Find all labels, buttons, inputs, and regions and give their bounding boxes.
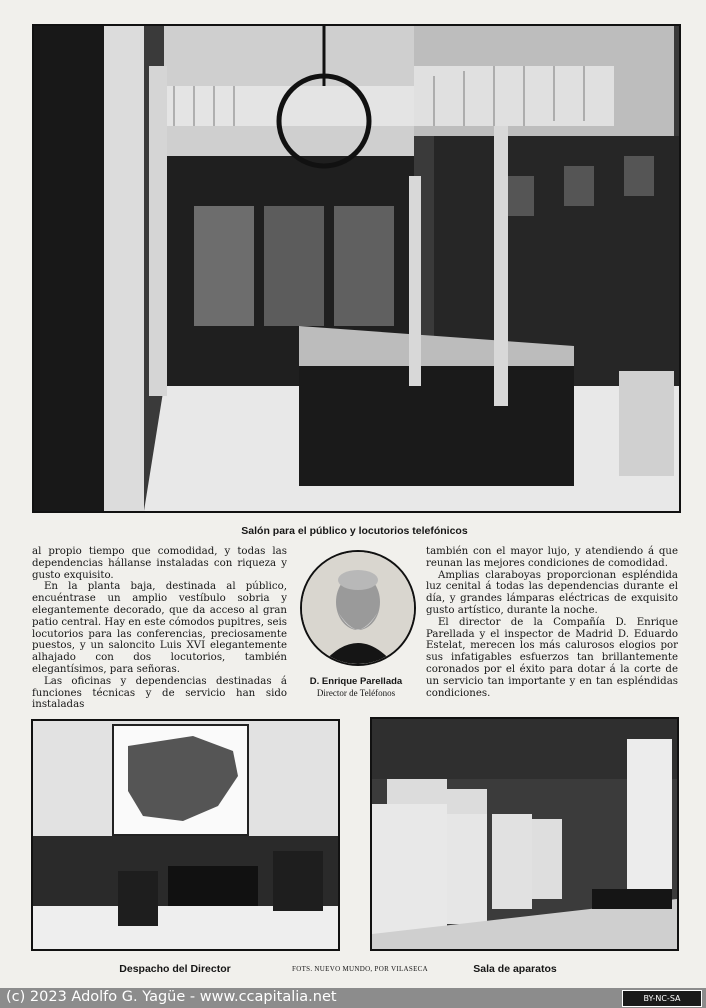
photo-credit: FOTS. NUEVO MUNDO, POR VILASECA — [292, 965, 428, 973]
despacho-illustration — [33, 721, 338, 949]
article-column-right — [426, 546, 678, 699]
sala-aparatos-illustration — [372, 719, 677, 949]
copyright-text: (c) 2023 Adolfo G. Yagüe - www.ccapitalia.net — [6, 989, 337, 1005]
bottom-right-photo-sala-aparatos — [370, 717, 679, 951]
top-photo-salon — [32, 24, 681, 513]
portrait-name: D. Enrique Parellada — [309, 676, 403, 687]
salon-illustration — [34, 26, 679, 511]
portrait-enrique-parellada — [300, 550, 416, 666]
top-photo-caption: Salón para el público y locutorios telefónicos — [241, 525, 468, 537]
article-column-left — [32, 546, 287, 711]
bottom-left-photo-despacho — [31, 719, 340, 951]
article-paragraph: al propio tiempo que comodidad, y todas las dependencias hállanse instaladas con riqueza y gusto exquisito. — [32, 546, 287, 581]
article-paragraph: Las oficinas y dependencias destinadas á funciones técnicas y de servicio han sido instaladas — [32, 675, 287, 711]
portrait-title: Director de Teléfonos — [316, 688, 396, 698]
article-paragraph: Amplias claraboyas proporcionan espléndida luz cenital á todas las dependencias durante el día, y grandes lámparas eléctricas de exquisito gusto artístico, durante la noche. — [426, 569, 678, 616]
article-paragraph: también con el mayor lujo, y atendiendo á que reunan las mejores condiciones de comodidad. — [426, 546, 678, 569]
bottom-right-caption: Sala de aparatos — [473, 963, 557, 975]
bottom-left-caption: Despacho del Director — [119, 963, 231, 975]
portrait-illustration — [302, 552, 414, 664]
article-paragraph: En la planta baja, destinada al público, encuéntrase un amplio vestíbulo sobria y elegantemente decorado, que da acceso al gran patio central. Hay en este cómodos pupitres, seis locutorios para las conferencias, preciosamente puestos, y un saloncito Luis XVI elegantemente alhajado con dos locutorios, también elegantísimos, para señoras. — [32, 581, 287, 675]
article-paragraph: El director de la Compañía D. Enrique Parellada y el inspector de Madrid D. Eduardo Estelat, merecen los más calurosos elogios por sus infatigables esfuerzos tan brillantemente coronados por el éxito para dotar á la corte de un servicio tan importante y en tan espléndidas condiciones. — [426, 616, 678, 699]
copyright-footer — [0, 988, 706, 1008]
cc-license-badge: BY-NC-SA — [622, 990, 702, 1007]
